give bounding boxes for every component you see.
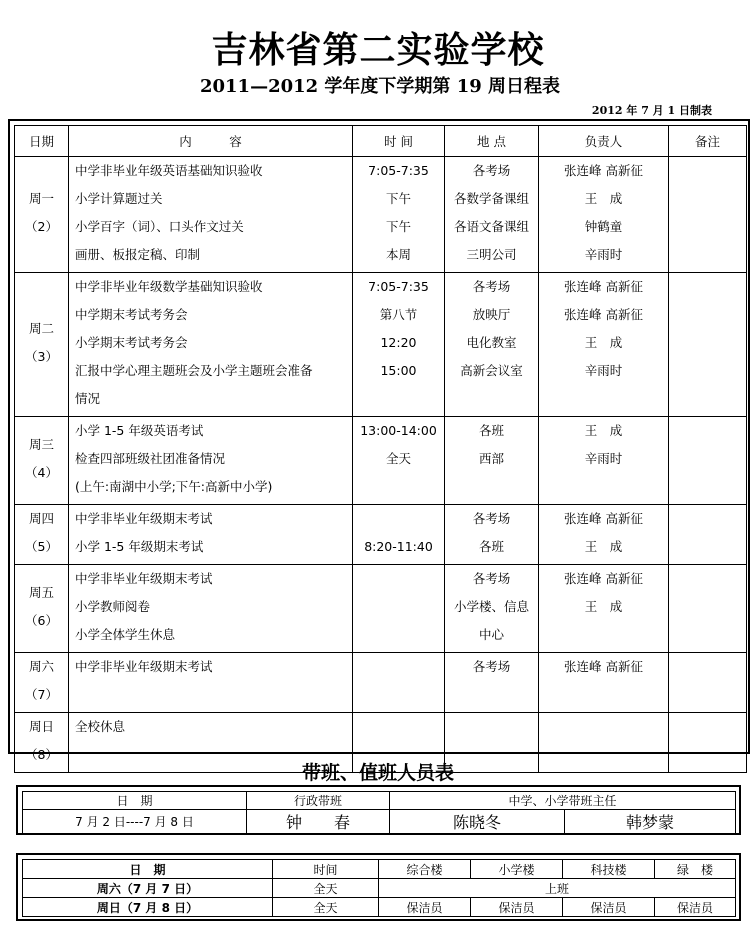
cleaning-table bbox=[22, 859, 736, 917]
cleaning-row-sun bbox=[23, 898, 736, 917]
day-label: 周一 bbox=[28, 191, 54, 206]
person-cell bbox=[539, 565, 669, 653]
cleaning-time-sat: 全天 bbox=[273, 879, 379, 898]
place-line: 小学楼、信息 bbox=[453, 599, 529, 614]
place-line: 各语文备课组 bbox=[453, 219, 529, 234]
place-line: 各考场 bbox=[472, 163, 511, 178]
cleaning-table-frame bbox=[16, 853, 741, 921]
content-line: 全校休息 bbox=[75, 719, 126, 734]
cleaning-cell-sun-4: 保洁员 bbox=[655, 898, 736, 917]
duty-teacher-1: 陈晓冬 bbox=[390, 810, 565, 834]
remark-cell bbox=[669, 417, 747, 505]
day-label: 周六 bbox=[28, 659, 54, 674]
place-line: 各考场 bbox=[472, 279, 511, 294]
duty-date: 7 月 2 日----7 月 8 日 bbox=[23, 810, 247, 834]
content-line: 情况 bbox=[75, 391, 101, 406]
person-line: 辛雨时 bbox=[584, 363, 623, 378]
content-line: 画册、板报定稿、印制 bbox=[75, 247, 201, 262]
place-line: 放映厅 bbox=[472, 307, 511, 322]
time-line bbox=[353, 593, 444, 621]
cleaning-header-building-4: 绿 楼 bbox=[655, 860, 736, 879]
time-line bbox=[353, 713, 444, 741]
schedule-header-row bbox=[15, 126, 747, 157]
place-cell bbox=[445, 505, 539, 565]
person-cell bbox=[539, 157, 669, 273]
day-cell bbox=[15, 417, 69, 505]
place-cell bbox=[445, 273, 539, 417]
content-cell bbox=[69, 157, 353, 273]
place-line: 中心 bbox=[478, 627, 504, 642]
remark-cell bbox=[669, 157, 747, 273]
person-line: 张连峰 高新征 bbox=[564, 279, 643, 294]
cleaning-header-time: 时间 bbox=[273, 860, 379, 879]
time-line: 13:00-14:00 bbox=[360, 423, 437, 438]
place-line: 各班 bbox=[478, 539, 504, 554]
person-line bbox=[539, 713, 668, 741]
schedule-subtitle: 2011—2012 学年度下学期第 19 周日程表 bbox=[199, 76, 561, 97]
time-line: 8:20-11:40 bbox=[364, 539, 433, 554]
time-line: 12:20 bbox=[380, 335, 417, 350]
content-line: 小学教师阅卷 bbox=[75, 599, 151, 614]
time-line bbox=[353, 473, 444, 501]
col-header-place: 地 点 bbox=[445, 126, 539, 157]
person-line: 王 成 bbox=[584, 423, 623, 438]
content-line: 小学期末考试考务会 bbox=[75, 335, 188, 350]
person-cell bbox=[539, 653, 669, 713]
day-label: 周四 bbox=[28, 511, 54, 526]
time-line: 7:05-7:35 bbox=[368, 163, 429, 178]
content-cell bbox=[69, 273, 353, 417]
place-cell bbox=[445, 157, 539, 273]
time-cell bbox=[353, 565, 445, 653]
cleaning-header-row bbox=[23, 860, 736, 879]
day-cell bbox=[15, 565, 69, 653]
person-line: 辛雨时 bbox=[584, 247, 623, 262]
place-cell bbox=[445, 653, 539, 713]
day-cell bbox=[15, 157, 69, 273]
col-header-date: 日期 bbox=[15, 126, 69, 157]
place-line: 各考场 bbox=[472, 659, 511, 674]
person-line bbox=[539, 681, 668, 709]
day-number: （2） bbox=[25, 219, 58, 234]
place-line bbox=[445, 385, 538, 413]
place-line: 各考场 bbox=[472, 571, 511, 586]
time-cell bbox=[353, 653, 445, 713]
content-line bbox=[69, 681, 352, 709]
content-line: 小学 1-5 年级英语考试 bbox=[75, 423, 204, 438]
time-line bbox=[353, 681, 444, 709]
remark-cell bbox=[669, 273, 747, 417]
day-number: （7） bbox=[25, 687, 58, 702]
place-line: 高新会议室 bbox=[460, 363, 523, 378]
time-line: 15:00 bbox=[380, 363, 417, 378]
place-cell bbox=[445, 565, 539, 653]
content-cell bbox=[69, 417, 353, 505]
person-cell bbox=[539, 273, 669, 417]
time-line: 第八节 bbox=[379, 307, 418, 322]
content-line: 中学期末考试考务会 bbox=[75, 307, 188, 322]
col-header-time: 时 间 bbox=[353, 126, 445, 157]
content-line: 汇报中学心理主题班会及小学主题班会准备 bbox=[75, 363, 313, 378]
duty-header-row bbox=[23, 792, 736, 810]
person-line: 王 成 bbox=[584, 539, 623, 554]
day-number: （5） bbox=[25, 539, 58, 554]
schedule-frame bbox=[8, 119, 750, 762]
col-header-person: 负责人 bbox=[539, 126, 669, 157]
cleaning-merged-sat: 上班 bbox=[379, 879, 736, 898]
place-line: 三明公司 bbox=[466, 247, 517, 262]
place-line bbox=[445, 713, 538, 741]
place-line bbox=[445, 681, 538, 709]
duty-table bbox=[22, 791, 736, 834]
day-number: （6） bbox=[25, 613, 58, 628]
time-cell bbox=[353, 505, 445, 565]
made-date: 2012 年 7 月 1 日制表 bbox=[591, 104, 712, 117]
day-row bbox=[15, 417, 747, 505]
time-line bbox=[353, 505, 444, 533]
place-cell bbox=[445, 417, 539, 505]
duty-table-frame bbox=[16, 785, 741, 835]
content-cell bbox=[69, 505, 353, 565]
day-cell bbox=[15, 505, 69, 565]
cleaning-header-building-1: 综合楼 bbox=[379, 860, 471, 879]
school-title: 吉林省第二实验学校 bbox=[211, 29, 545, 71]
duty-header-admin: 行政带班 bbox=[247, 792, 390, 810]
person-cell bbox=[539, 417, 669, 505]
time-line bbox=[353, 653, 444, 681]
cleaning-date-sun: 周日（7 月 8 日） bbox=[23, 898, 273, 917]
cleaning-cell-sun-3: 保洁员 bbox=[563, 898, 655, 917]
time-line bbox=[353, 621, 444, 649]
day-label: 周三 bbox=[28, 437, 54, 452]
col-header-remark: 备注 bbox=[669, 126, 747, 157]
time-line: 下午 bbox=[385, 191, 411, 206]
duty-teacher-2: 韩梦蒙 bbox=[565, 810, 736, 834]
content-line: 中学非毕业年级数学基础知识验收 bbox=[75, 279, 263, 294]
time-cell bbox=[353, 417, 445, 505]
day-row bbox=[15, 505, 747, 565]
place-line: 各班 bbox=[478, 423, 504, 438]
content-line: 检查四部班级社团准备情况 bbox=[75, 451, 226, 466]
day-label: 周二 bbox=[28, 321, 54, 336]
person-line bbox=[539, 385, 668, 413]
day-label: 周日 bbox=[28, 719, 54, 734]
day-cell bbox=[15, 653, 69, 713]
time-line bbox=[353, 565, 444, 593]
person-line: 王 成 bbox=[584, 599, 623, 614]
person-line bbox=[539, 473, 668, 501]
time-cell bbox=[353, 157, 445, 273]
content-cell bbox=[69, 653, 353, 713]
person-line bbox=[539, 621, 668, 649]
day-row bbox=[15, 565, 747, 653]
place-line: 电化教室 bbox=[466, 335, 517, 350]
remark-cell bbox=[669, 505, 747, 565]
cleaning-row-sat bbox=[23, 879, 736, 898]
time-line: 7:05-7:35 bbox=[368, 279, 429, 294]
person-line: 张连峰 高新征 bbox=[564, 659, 643, 674]
time-line bbox=[353, 385, 444, 413]
cleaning-header-building-3: 科技楼 bbox=[563, 860, 655, 879]
day-number: （3） bbox=[25, 349, 58, 364]
time-line: 下午 bbox=[385, 219, 411, 234]
cleaning-cell-sun-2: 保洁员 bbox=[471, 898, 563, 917]
day-row bbox=[15, 273, 747, 417]
content-line: 小学 1-5 年级期末考试 bbox=[75, 539, 204, 554]
person-cell bbox=[539, 505, 669, 565]
cleaning-time-sun: 全天 bbox=[273, 898, 379, 917]
day-number: （8） bbox=[25, 747, 58, 762]
remark-cell bbox=[669, 653, 747, 713]
duty-title: 带班、值班人员表 bbox=[301, 762, 454, 784]
cleaning-cell-sun-1: 保洁员 bbox=[379, 898, 471, 917]
time-line: 本周 bbox=[385, 247, 411, 262]
cleaning-header-date: 日 期 bbox=[23, 860, 273, 879]
time-cell bbox=[353, 273, 445, 417]
person-line: 辛雨时 bbox=[584, 451, 623, 466]
cleaning-date-sat: 周六（7 月 7 日） bbox=[23, 879, 273, 898]
content-line: 中学非毕业年级期末考试 bbox=[75, 659, 213, 674]
schedule-table bbox=[14, 125, 747, 773]
day-cell bbox=[15, 273, 69, 417]
day-row bbox=[15, 157, 747, 273]
day-label: 周五 bbox=[28, 585, 54, 600]
person-line: 钟鹤童 bbox=[584, 219, 623, 234]
content-line: 中学非毕业年级英语基础知识验收 bbox=[75, 163, 263, 178]
content-line: (上午:南湖中小学;下午:高新中小学) bbox=[75, 479, 273, 494]
place-line: 各考场 bbox=[472, 511, 511, 526]
person-line: 张连峰 高新征 bbox=[564, 511, 643, 526]
day-number: （4） bbox=[25, 465, 58, 480]
cleaning-header-building-2: 小学楼 bbox=[471, 860, 563, 879]
person-line: 王 成 bbox=[584, 335, 623, 350]
person-line: 王 成 bbox=[584, 191, 623, 206]
duty-row bbox=[23, 810, 736, 834]
day-row bbox=[15, 653, 747, 713]
col-header-content: 内 容 bbox=[69, 126, 353, 157]
person-line: 张连峰 高新征 bbox=[564, 163, 643, 178]
place-line: 各数学备课组 bbox=[453, 191, 529, 206]
person-line: 张连峰 高新征 bbox=[564, 307, 643, 322]
time-line: 全天 bbox=[385, 451, 411, 466]
person-line: 张连峰 高新征 bbox=[564, 571, 643, 586]
duty-header-date: 日 期 bbox=[23, 792, 247, 810]
duty-admin: 钟 春 bbox=[247, 810, 390, 834]
content-line: 中学非毕业年级期末考试 bbox=[75, 511, 213, 526]
remark-cell bbox=[669, 565, 747, 653]
duty-header-teacher: 中学、小学带班主任 bbox=[390, 792, 736, 810]
content-line: 小学全体学生休息 bbox=[75, 627, 176, 642]
place-line bbox=[445, 473, 538, 501]
place-line: 西部 bbox=[478, 451, 504, 466]
content-cell bbox=[69, 565, 353, 653]
content-line: 小学计算题过关 bbox=[75, 191, 163, 206]
content-line: 中学非毕业年级期末考试 bbox=[75, 571, 213, 586]
content-line: 小学百字（词）、口头作文过关 bbox=[75, 219, 244, 234]
